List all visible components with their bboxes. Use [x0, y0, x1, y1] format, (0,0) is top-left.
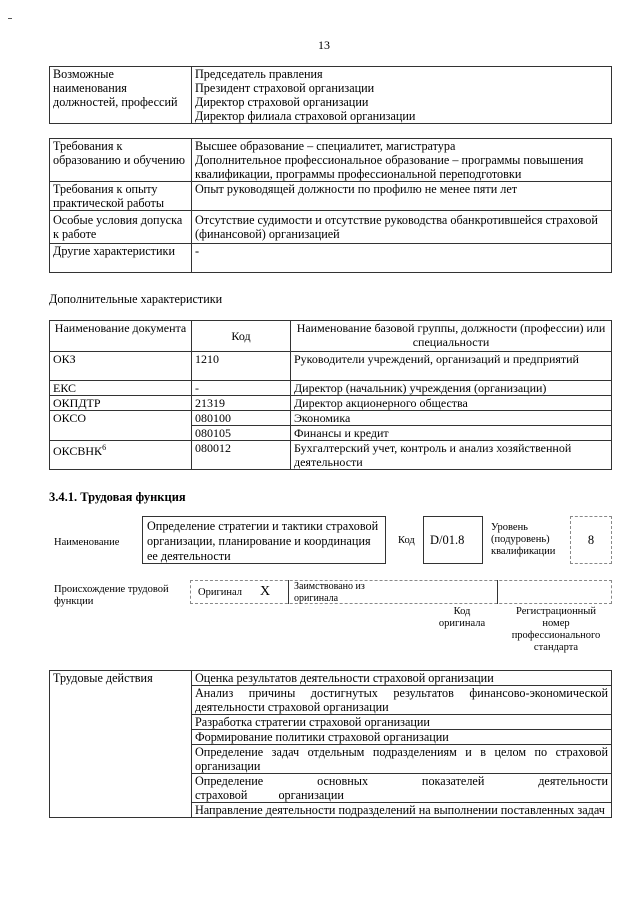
origin-label: Происхождение трудовой функции — [54, 584, 169, 607]
level-label: Уровень (подуровень) квалификации — [491, 522, 556, 557]
code-original-label: Код оригинала — [438, 606, 486, 629]
requirement-value: - — [192, 244, 612, 273]
original-label: Оригинал — [198, 587, 242, 598]
code-value: D/01.8 — [423, 516, 483, 564]
code-label: Код — [398, 535, 415, 546]
requirement-row — [50, 139, 612, 182]
cell-name: Директор акционерного общества — [291, 396, 612, 411]
requirement-row — [50, 244, 612, 273]
cell-name: Экономика — [291, 411, 612, 426]
cell-code: 080012 — [192, 441, 291, 470]
reg-number-label: Регистрационный номер профессионального стандарта — [511, 606, 601, 653]
action-item: Анализ причины достигнутых результатов финансово-экономической деятельности страховой организации — [192, 686, 612, 715]
positions-label: Возможные наименования должностей, профессий — [50, 67, 192, 124]
table-row — [50, 441, 612, 470]
cell-doc — [50, 441, 192, 470]
cell-doc: ОКЗ — [50, 352, 192, 381]
requirement-label: Особые условия допуска к работе — [50, 211, 192, 244]
cell-code: 080100 — [192, 411, 291, 426]
table-row — [50, 381, 612, 396]
level-value: 8 — [570, 516, 612, 564]
cell-code: 080105 — [192, 426, 291, 441]
cell-name: Бухгалтерский учет, контроль и анализ хозяйственной деятельности — [291, 441, 612, 470]
header-code: Код — [192, 321, 291, 352]
cell-name: Директор (начальник) учреждения (организации) — [291, 381, 612, 396]
action-item: Направление деятельности подразделений на выполнении поставленных задач — [192, 803, 612, 818]
additional-table — [49, 320, 612, 470]
table-row — [50, 411, 612, 426]
requirement-row — [50, 182, 612, 211]
position-item: Президент страховой организации — [195, 81, 375, 95]
requirement-label: Требования к образованию и обучению — [50, 139, 192, 182]
requirement-value: Отсутствие судимости и отсутствие руководства обанкротившейся страховой (финансовой) организацией — [192, 211, 612, 244]
requirement-value: Высшее образование – специалитет, магистратура Дополнительное профессиональное образование – программы повышения квалификации, программы профессиональной переподготовки — [192, 139, 612, 182]
function-heading: 3.4.1. Трудовая функция — [49, 490, 186, 504]
position-item: Директор филиала страховой организации — [195, 109, 416, 123]
origin-divider — [497, 580, 498, 604]
name-label: Наименование — [54, 537, 120, 548]
header-doc: Наименование документа — [50, 321, 192, 352]
requirement-row — [50, 211, 612, 244]
action-item: Определение основных показателей деятельности страховой организации — [192, 774, 612, 803]
doc-name: ОКСВНК — [53, 444, 103, 458]
action-item: Разработка стратегии страховой организации — [192, 715, 612, 730]
positions-table — [49, 66, 612, 124]
table-row — [50, 671, 612, 686]
requirement-label: Требования к опыту практической работы — [50, 182, 192, 211]
table-header-row — [50, 321, 612, 352]
page-number: 13 — [318, 38, 330, 52]
actions-label: Трудовые действия — [50, 671, 192, 818]
positions-values — [192, 67, 612, 124]
header-name: Наименование базовой группы, должности (профессии) или специальности — [291, 321, 612, 352]
cell-code: 1210 — [192, 352, 291, 381]
cell-code: 21319 — [192, 396, 291, 411]
requirements-table — [49, 138, 612, 273]
cell-doc: ОКПДТР — [50, 396, 192, 411]
action-item: Определение задач отдельным подразделениям и в целом по страховой организации — [192, 745, 612, 774]
scan-mark — [8, 18, 12, 19]
position-item: Директор страховой организации — [195, 95, 369, 109]
position-item: Председатель правления — [195, 67, 323, 81]
cell-doc: ЕКС — [50, 381, 192, 396]
footnote-mark: 6 — [102, 443, 107, 452]
action-item: Оценка результатов деятельности страховой организации — [192, 671, 612, 686]
cell-name: Финансы и кредит — [291, 426, 612, 441]
function-name-value: Определение стратегии и тактики страховой организации, планирование и координация ее деятельности — [142, 516, 386, 564]
action-item: Формирование политики страховой организации — [192, 730, 612, 745]
cell-doc: ОКСО — [50, 411, 192, 441]
cell-code: - — [192, 381, 291, 396]
section-title: Дополнительные характеристики — [49, 292, 223, 306]
actions-table — [49, 670, 612, 818]
requirement-label: Другие характеристики — [50, 244, 192, 273]
cell-name: Руководители учреждений, организаций и предприятий — [291, 352, 612, 381]
table-row — [50, 396, 612, 411]
requirement-value: Опыт руководящей должности по профилю не менее пяти лет — [192, 182, 612, 211]
original-mark: X — [260, 584, 271, 599]
borrowed-label: Заимствовано из оригинала — [294, 581, 365, 604]
table-row — [50, 352, 612, 381]
